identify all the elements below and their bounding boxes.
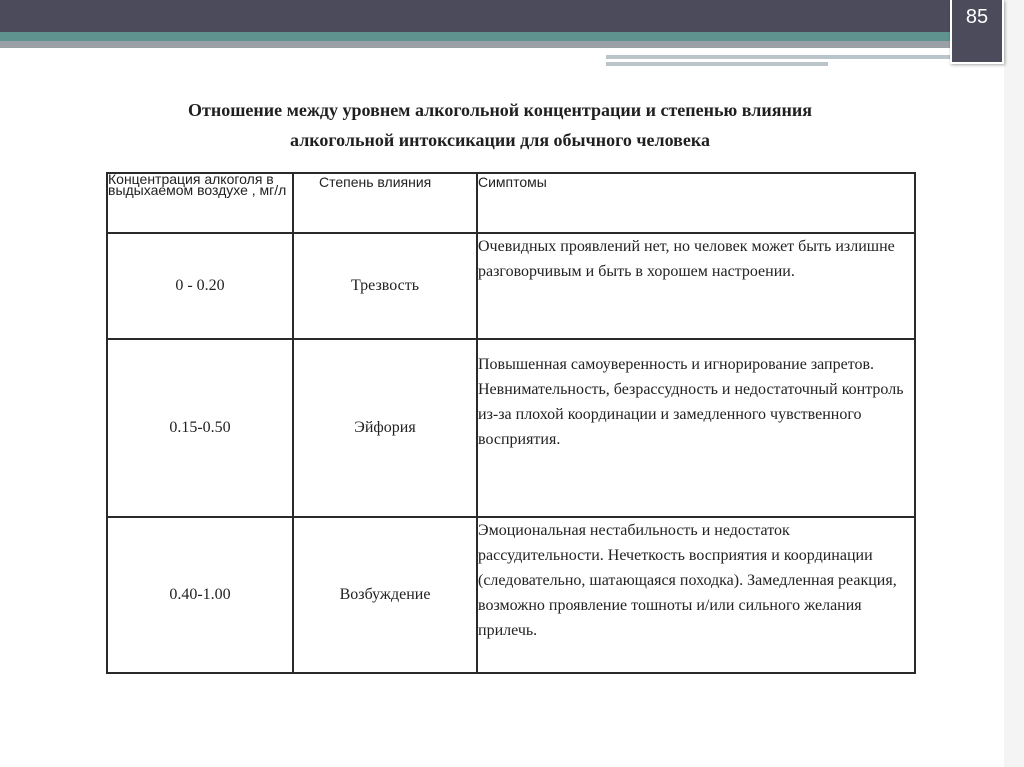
table-row <box>107 339 915 517</box>
table-header-row <box>107 173 915 233</box>
influence-value: Трезвость <box>293 233 477 339</box>
influence-value: Эйфория <box>293 339 477 517</box>
header-accent-line <box>606 55 950 59</box>
header-influence: Степень влияния <box>293 173 477 233</box>
header-accent-line-short <box>606 62 828 66</box>
slide-edge <box>1004 0 1024 767</box>
header-accent-teal <box>0 32 1004 41</box>
symptoms-value: Очевидных проявлений нет, но человек может быть излишне разговорчивым и быть в хорошем настроении. <box>477 233 915 339</box>
page-number-tab <box>950 0 1004 64</box>
concentration-value: 0.40-1.00 <box>107 517 293 673</box>
symptoms-value: Эмоциональная нестабильность и недостаток рассудительности. Нечеткость восприятия и координации (следовательно, шатающаяся походка). Замедленная реакция, возможно проявление тошноты и/или сильного желания прилечь. <box>477 517 915 673</box>
header-accent-grey <box>0 41 950 48</box>
title-line-2: алкогольной интоксикации для обычного человека <box>290 130 710 150</box>
symptoms-value: Повышенная самоуверенность и игнорирование запретов. Невнимательность, безрассудность и недостаточный контроль из-за плохой координации и замедленного чувственного восприятия. <box>477 339 915 517</box>
concentration-value: 0 - 0.20 <box>107 233 293 339</box>
page-title <box>50 95 950 155</box>
table-row <box>107 517 915 673</box>
concentration-value: 0.15-0.50 <box>107 339 293 517</box>
page-number: 85 <box>965 6 989 28</box>
header-concentration: Концентрация алкоголя в выдыхаемом воздухе , мг/л <box>107 173 293 233</box>
table-row <box>107 233 915 339</box>
title-line-1: Отношение между уровнем алкогольной концентрации и степенью влияния <box>188 100 812 120</box>
influence-value: Возбуждение <box>293 517 477 673</box>
header-symptoms: Симптомы <box>477 173 915 233</box>
concentration-table <box>106 172 916 674</box>
header-bar <box>0 0 1024 32</box>
